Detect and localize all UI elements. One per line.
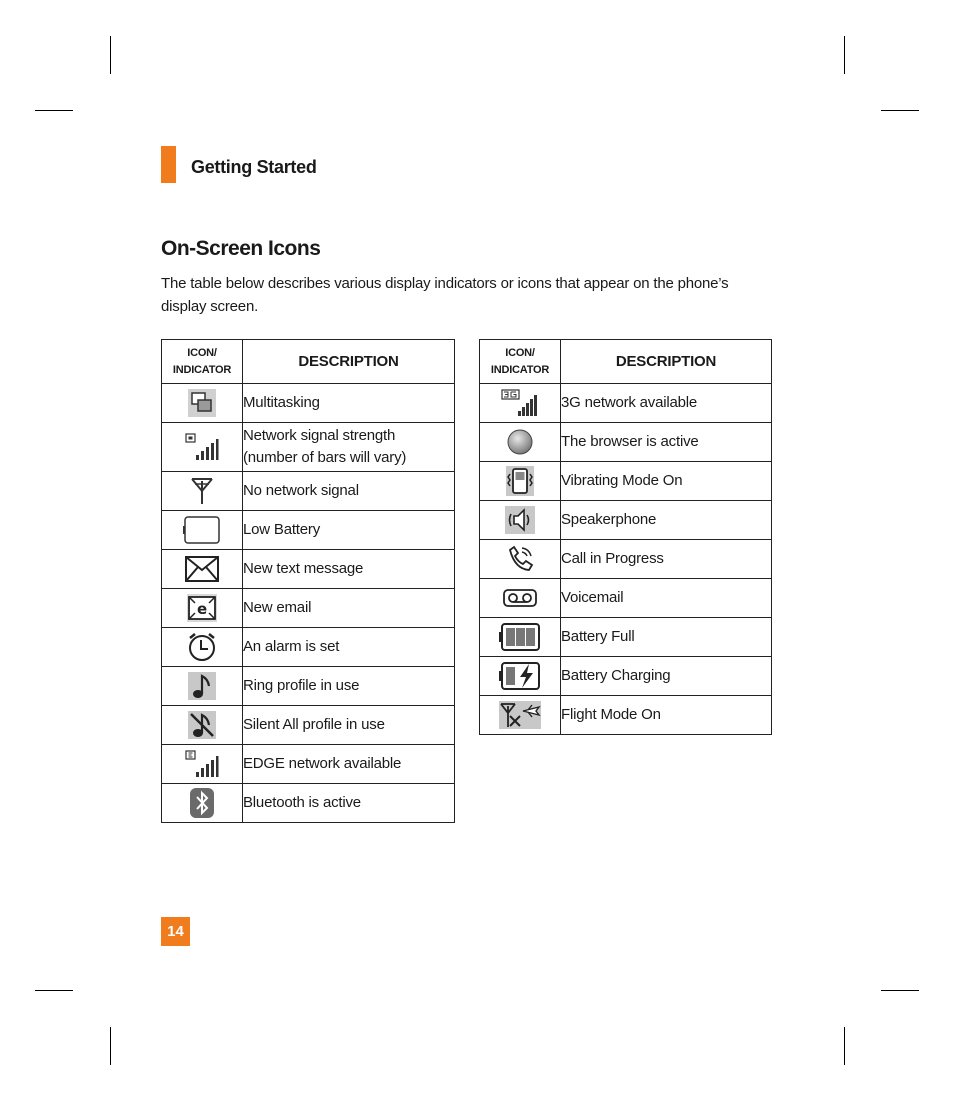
crop-mark	[844, 36, 845, 74]
table-row	[162, 589, 455, 628]
table-row	[162, 472, 455, 511]
icon-description: Battery Charging	[561, 657, 772, 696]
icon-table-right	[479, 339, 772, 735]
page-number: 14	[161, 917, 190, 946]
table-row	[162, 706, 455, 745]
icon-description: The browser is active	[561, 423, 772, 462]
icon-description: Network signal strength	[243, 427, 396, 444]
table-header-row	[480, 340, 772, 384]
icon-column-header	[480, 340, 561, 384]
icon-description: Multitasking	[243, 384, 455, 423]
table-row	[480, 462, 772, 501]
multitasking-icon	[187, 388, 217, 418]
new-text-message-icon	[185, 556, 219, 582]
icon-description: Vibrating Mode On	[561, 462, 772, 501]
table-row	[480, 579, 772, 618]
icon-description: Speakerphone	[561, 501, 772, 540]
intro-paragraph: The table below describes various display indicators or icons that appear on the phone’s display screen.	[161, 275, 729, 315]
table-row	[480, 696, 772, 735]
table-row	[162, 511, 455, 550]
table-row	[480, 501, 772, 540]
table-row	[480, 618, 772, 657]
new-email-icon	[186, 593, 218, 623]
icon-description: No network signal	[243, 472, 455, 511]
table-row	[480, 384, 772, 423]
icon-description: Flight Mode On	[561, 696, 772, 735]
table-row	[162, 550, 455, 589]
table-row	[480, 423, 772, 462]
silent-profile-icon	[187, 710, 217, 740]
no-network-signal-icon	[190, 477, 214, 505]
table-row	[162, 423, 455, 472]
icon-header-line1: ICON/	[505, 346, 535, 359]
flight-mode-icon	[498, 700, 542, 730]
section-accent-bar	[161, 146, 176, 183]
description-column-header: DESCRIPTION	[561, 340, 772, 384]
icon-description: Battery Full	[561, 618, 772, 657]
table-row	[162, 667, 455, 706]
browser-icon	[506, 428, 534, 456]
crop-mark	[110, 1027, 111, 1065]
table-row	[162, 745, 455, 784]
svg-text:e: e	[197, 600, 207, 618]
table-row	[162, 784, 455, 823]
icon-table-left	[161, 339, 455, 823]
vibrating-mode-icon	[505, 465, 535, 497]
table-row	[480, 540, 772, 579]
page-title: On-Screen Icons	[161, 237, 321, 260]
battery-charging-icon	[499, 661, 541, 691]
icon-description: Ring profile in use	[243, 667, 455, 706]
3g-network-icon	[501, 389, 539, 417]
call-in-progress-icon	[505, 544, 535, 574]
icon-description: Voicemail	[561, 579, 772, 618]
network-signal-icon	[185, 433, 219, 461]
ring-profile-icon	[187, 671, 217, 701]
icon-description: An alarm is set	[243, 628, 455, 667]
section-title: Getting Started	[191, 157, 317, 177]
icon-header-line1: ICON/	[187, 346, 217, 359]
icon-description: EDGE network available	[243, 745, 455, 784]
battery-full-icon	[499, 622, 541, 652]
description-column-header: DESCRIPTION	[243, 340, 455, 384]
icon-description: New email	[243, 589, 455, 628]
icon-header-line2: INDICATOR	[490, 363, 550, 376]
crop-mark	[881, 990, 919, 991]
low-battery-icon	[183, 516, 221, 544]
table-row	[480, 657, 772, 696]
icon-description: Bluetooth is active	[243, 784, 455, 823]
alarm-icon	[187, 632, 217, 662]
voicemail-icon	[503, 589, 537, 607]
icon-description: 3G network available	[561, 384, 772, 423]
icon-description: Low Battery	[243, 511, 455, 550]
table-row	[162, 384, 455, 423]
bluetooth-icon	[189, 787, 215, 819]
edge-network-icon	[185, 750, 219, 778]
crop-mark	[110, 36, 111, 74]
crop-mark	[881, 110, 919, 111]
table-header-row	[162, 340, 455, 384]
icon-description: New text message	[243, 550, 455, 589]
icon-header-line2: INDICATOR	[172, 363, 232, 376]
crop-mark	[35, 990, 73, 991]
speakerphone-icon	[504, 505, 536, 535]
icon-column-header	[162, 340, 243, 384]
icon-description-note: (number of bars will vary)	[243, 449, 407, 466]
icon-description: Call in Progress	[561, 540, 772, 579]
crop-mark	[844, 1027, 845, 1065]
table-row	[162, 628, 455, 667]
crop-mark	[35, 110, 73, 111]
icon-description: Silent All profile in use	[243, 706, 455, 745]
